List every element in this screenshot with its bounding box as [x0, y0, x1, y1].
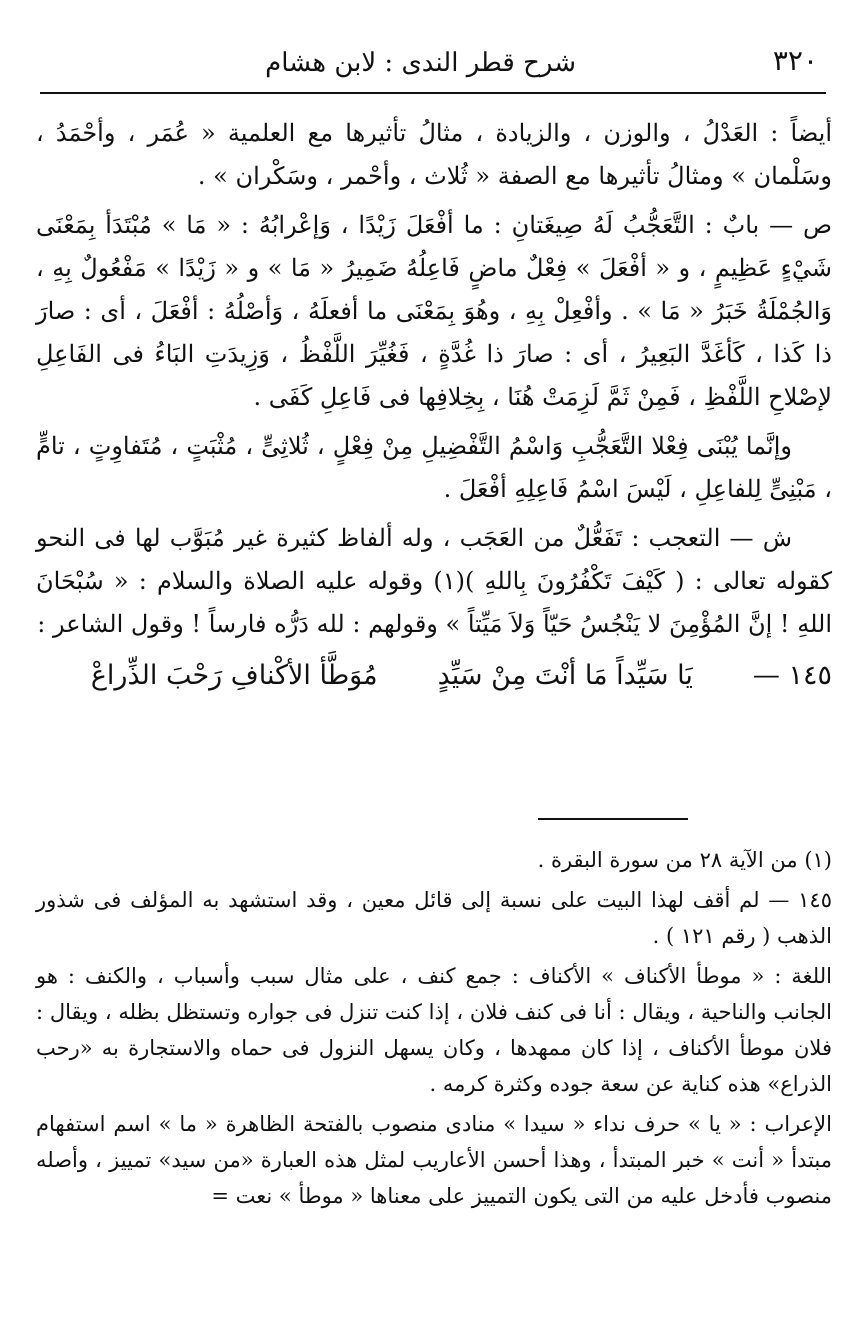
verse-number: ١٤٥ —: [752, 660, 832, 691]
paragraph-text-bab: ص — بابٌ : التَّعَجُّبُ لَهُ صِيغَتانِ : ما أفْعَلَ زَيْدًا ، وَإعْرابُهُ : « مَا » مُبْتَدَأ بِمَعْنَى شَيْءٍ عَظِيمٍ ، و « أفْعَلَ » فِعْلٌ ماضٍ فَاعِلُهُ ضَمِيرُ « مَا » و « زَيْدًا » مَفْعُولٌ بِهِ ، وَالجُمْلَةُ خَبَرُ « مَا » . وأفْعِلْ بِهِ ، وهُوَ بِمَعْنَى ما أفعلَهُ ، وَأصْلُهُ : أفْعَلَ ، أى : صارَ ذا كَذا ، كَأغَدَّ البَعِيرُ ، أى : صارَ ذا غُدَّةٍ ، فَغُيِّرَ اللَّفْظُ ، وَزِيدَتِ البَاءُ فى الفَاعِلِ لإصْلاحِ اللَّفْظِ ، فَمِنْ ثَمَّ لَزِمَتْ هُنَا ، بِخِلافِها فى فَاعِلِ كَفَى .: [36, 211, 832, 411]
footnote-parsing: الإعراب : « يا » حرف نداء « سيدا » منادى منصوب بالفتحة الظاهرة « ما » اسم استفهام مبتدأ « أنت » خبر المبتدأ ، وهذا أحسن الأعاريب لمثل هذه العبارة «من سيد» تمييز ، وأصله منصوب فأدخل عليه من التى يكون التمييز على معناها « موطأ » نعت =: [36, 1112, 832, 1208]
footnote-rule: [538, 818, 688, 820]
running-title: شرح قطر الندى : لابن هشام: [265, 48, 576, 78]
page-number: ٣٢٠: [772, 44, 818, 77]
footnote-1: (١) من الآية ٢٨ من سورة البقرة .: [537, 848, 832, 872]
header-rule: [40, 92, 826, 94]
footnote-language: اللغة : « موطأ الأكناف » الأكناف : جمع كنف ، على مثال سبب وأسباب ، والكنف : هو الجانب والناحية ، ويقال : أنا فى كنف فلان ، إذا كنت تنزل فى جواره وتستظل بظله ، ويقال : فلان موطأ الأكناف ، إذا كان ممهدها ، وكان يسهل النزول فى حماه والاستجارة به «رحب الذراع» هذه كناية عن سعة جوده وكثرة كرمه .: [36, 964, 832, 1096]
verse-second-hemistich: مُوَطَّأ الأكْنافِ رَحْبَ الذِّراعْ: [90, 660, 378, 691]
footnotes: [36, 842, 832, 1218]
page-header: [40, 40, 826, 94]
footnote-verse-source: ١٤٥ — لم أقف لهذا البيت على نسبة إلى قائل معين ، وقد استشهد به المؤلف فى شذور الذهب ( رقم ١٢١ ) .: [36, 888, 832, 948]
paragraph-commentary: ش — التعجب : تَفَعُّلٌ من العَجَب ، وله ألفاظ كثيرة غير مُبَوَّب لها فى النحو كقوله تعالى : ( كَيْفَ تَكْفُرُونَ بِاللهِ )(١) وقوله عليه الصلاة والسلام : « سُبْحَانَ اللهِ ! إنَّ المُؤْمِنَ لا يَنْجُسُ حَيّاً وَلاَ مَيِّتاً » وقولهم : لله دَرُّه فارساً ! وقول الشاعر :: [36, 524, 832, 638]
verse-line: [36, 654, 832, 697]
verse-first-hemistich: يَا سَيِّداً مَا أنْتَ مِنْ سَيِّدٍ: [437, 660, 693, 691]
paragraph-intro: أيضاً : العَدْلُ ، والوزن ، والزيادة ، مثالُ تأثيرها مع العلمية « عُمَر ، وأحْمَدُ ، وسَلْمان » ومثالُ تأثيرها مع الصفة « ثُلاث ، وأحْمر ، وسَكْران » .: [36, 119, 832, 190]
paragraph-text-conditions: وإنَّما يُبْنَى فِعْلا التَّعَجُّبِ وَاسْمُ التَّفْضِيلِ مِنْ فِعْلٍ ، ثُلاثِىٍّ ، مُثْبَتٍ ، مُتَفاوِتٍ ، تامٍّ ، مَبْنِىٍّ لِلفاعِلِ ، لَيْسَ اسْمُ فَاعِلِهِ أفْعَلَ .: [36, 432, 832, 503]
main-text: [36, 112, 832, 697]
